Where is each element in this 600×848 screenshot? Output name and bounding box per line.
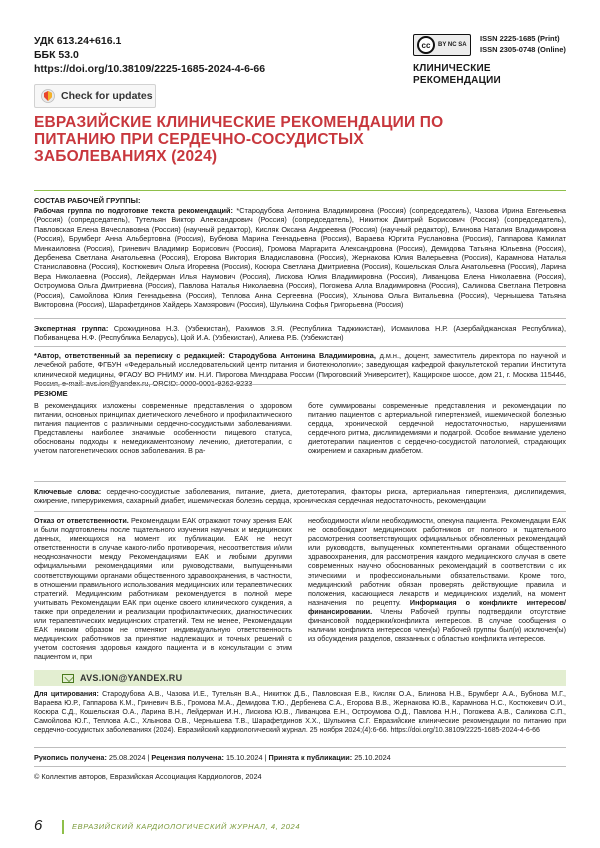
separator: | (262, 753, 269, 762)
disclaimer-right-column (308, 516, 566, 643)
received-label: Рукопись получена: (34, 753, 107, 762)
reviewed-date: 15.10.2024 (223, 753, 263, 762)
envelope-icon (62, 674, 74, 683)
abstract-heading: РЕЗЮМЕ (34, 389, 68, 398)
working-group-members: *Стародубова Антонина Владимировна (Россия) (сопредседатель), Чазова Ирина Евгеньевна (Россия) (сопредседатель), Тутельян Виктор Александрович (Россия) (сопредседатель), Никитюк Дмитрий Борисович (Россия) (сопредседатель), Павловская Елена Вячеславовна (Россия) (научный редактор), Кисляк Оксана Андреевна (Россия) (научный редактор), Блинова Наталия Владимировна (Россия), Брумберг Анна Альбертовна (Россия), Бубнова Марина Геннадьевна (Россия), Вараева Юргита Руслановна (Россия), Гаппарова Камилат Минкаиловна (Россия), Гриневич Владимир Борисович (Россия), Громова Маргарита Александровна (Россия), Демидова Татьяна Юльевна (Россия), Дербенева Светлана Анатольевна (Россия), Егорова Виктория Владиславовна (Россия), Жернакова Юлия Валерьевна (Россия), Карамнова Наталья Станиславовна (Россия), Костюкевич Ольга Игоревна (Россия), Косюра Светлана Дмитриевна (Россия), Кошельская Ольга Анатольевна (Россия), Ларина Вера Николаевна (Россия), Лейдерман Илья Наумович (Россия), Лискова Юлия Владимировна (Россия), Ливанцова Елена Николаевна (Россия), Остроумова Ольга Дмитриевна (Россия), Павлова Наталья Николаевна (Россия), Погожева Алла Владимировна (Россия), Саликова Светлана Петровна (Россия), Самойлова Юлия Геннадьевна (Россия), Теплова Анна Сергеевна (Россия), Хлынова Ольга Витальевна (Россия), Чернышева Татьяна Викторовна (Россия), Шарафетдинов Хайдерь Хамзярович (Россия), Шулькина Софья Григорьевна (Россия) (34, 206, 566, 310)
check-updates-label: Check for updates (61, 90, 153, 102)
divider (34, 747, 566, 748)
section-label (413, 63, 501, 87)
divider (34, 511, 566, 512)
page-number: 6 (34, 817, 43, 834)
keywords-text (34, 487, 566, 506)
keywords-label: Ключевые слова: (34, 487, 102, 496)
cc-icon: cc (417, 36, 435, 54)
accepted-date: 25.10.2024 (352, 753, 391, 762)
accepted-label: Принята к публикации: (268, 753, 353, 762)
cc-license-text: BY NC SA (438, 41, 467, 48)
conflict-label: Информация о конфликте интересов/финансировании. (308, 597, 567, 616)
citation-label: Для цитирования: (34, 691, 99, 698)
journal-footer: ЕВРАЗИЙСКИЙ КАРДИОЛОГИЧЕСКИЙ ЖУРНАЛ, 4, 2024 (62, 820, 566, 834)
working-group-text (34, 206, 566, 309)
dates-line (34, 753, 566, 762)
correspondence-details: д.м.н., доцент, заместитель директора по научной и лечебной работе, ФГБУН «Федеральный исследовательский центр питания и биотехнологии»; заведующая кафедрой факультетской терапии Института клинической медицины, ФГАОУ ВО РНИМУ им. Н.И. Пирогова Минздрава России (Пироговский Университет), Кащирское шоссе, дом 21, г. Москва 115446, Россия, e-mail: avs.ion@yandex.ru, ORCID: 0000-0001-9262-9233 (34, 351, 566, 389)
copyright: © Коллектив авторов, Евразийская Ассоциация Кардиологов, 2024 (34, 772, 262, 781)
received-date: 25.08.2024 (106, 753, 146, 762)
issn-block (480, 33, 566, 55)
disclaimer-left-column (34, 516, 292, 662)
udk: УДК 613.24+616.1 (34, 35, 122, 47)
disclaimer-text: Рекомендации ЕАК отражают точку зрения ЕАК и были подготовлены после тщательного изучения научных и медицинских данных, имеющихся на момент их публикации. ЕАК не несут ответственности в случае какого-либо противоречия, несоответствия и/или неоднозначности между Рекомендациями ЕАК и любыми другими официальными рекомендациями или руководствами, выпущенными соответствующими органами общественного здравоохранения, в частности, в отношении правильного использования медицинских или терапевтических стратегий. Медицинским работникам рекомендуется в полной мере учитывать Рекомендации ЕАК при оценке своего клинического суждения, а также при определении и реализации профилактических, диагностических или терапевтических медицинских стратегий. Тем не менее, Рекомендации ЕАК никоим образом не отменяют индивидуальную ответственность медицинских работников за принятие надлежащих и точных решений с учетом состояния здоровья каждого пациента и в консультации с этим пациентом и, при (34, 516, 292, 662)
correspondence-label: *Автор, ответственный за переписку с редакцией: Стародубова Антонина Владимировна, (34, 351, 376, 360)
divider (34, 481, 566, 482)
check-for-updates-button[interactable] (34, 84, 156, 108)
conflict-text: Члены Рабочей группы подтвердили отсутствие финансовой поддержки/конфликта интересов. В случае сообщения о наличии конфликта интересов член(ы) Рабочей группы был(и) исключен(ы) из обсуждения разделов, связанных с областью конфликта интересов. (308, 606, 566, 644)
email-link[interactable]: AVS.ION@YANDEX.RU (80, 673, 183, 683)
section-label-line2: РЕКОМЕНДАЦИИ (413, 75, 501, 86)
doi-link[interactable]: https://doi.org/10.38109/2225-1685-2024-4-6-66 (34, 63, 266, 75)
working-group-heading: СОСТАВ РАБОЧЕЙ ГРУППЫ: (34, 196, 141, 205)
expert-group-label: Экспертная группа: (34, 324, 109, 333)
divider (34, 346, 566, 347)
section-label-line1: КЛИНИЧЕСКИЕ (413, 63, 491, 74)
correspondence-text (34, 351, 566, 389)
citation-body: Стародубова А.В., Чазова И.Е., Тутельян В.А., Никитюк Д.Б., Павловская Е.В., Кисляк О.А., Блинова Н.В., Брумберг А.А., Бубнова М.Г., Вараева Ю.Р., Гаппарова К.М., Гриневич В.Б., Громова М.А., Демидова Т.Ю., Дербенева С.А., Егорова В.В., Жернакова Ю.В., Карамнова Н.С., Костюкевич О.И., Косюра С.Д., Кошельская О.А., Ларина В.Н., Лейдерман И.Н., Лискова Ю.В., Ливанцова Е.Н., Остроумова О.Д., Павлова Н.Н., Погожева А.В., Саликова С.П., Самойлова Ю.Г., Теплова А.С., Хлынова О.В., Чернышева Т.В., Шарафетдинов Х.Х., Шулькина С.Г. Евразийские клинические рекомендации по питанию при сердечно-сосудистых заболеваниях (2024). Евразийский кардиологический журнал. 25 ноября 2024;(4):6-66. https://doi.org/10.38109/2225-1685-2024-4-6-66 (34, 691, 567, 734)
cc-license-badge[interactable] (413, 34, 471, 56)
disclaimer-label: Отказ от ответственности. (34, 516, 129, 525)
citation-text (34, 690, 566, 735)
article-identifiers (34, 34, 265, 76)
abstract-right-column: боте суммированы современные представления и рекомендации по питанию пациентов с артериальной гипертензией, ишемической болезнью сердца, хронической сердечной недостаточностью, нарушениями сердечного ритма, дислипидемиями и подагрой. Особое внимание уделено диетотерапии пациентов с сердечно-сосудистой патологией, страдающих ожирением и сахарным диабетом. (308, 401, 566, 456)
divider (34, 766, 566, 767)
abstract-left-column: В рекомендациях изложены современные представления о здоровом питании, основных принципах диетического лечебного и профилактического питания пациентов с различными сердечно-сосудистыми заболеваниями. Представлены наиболее значимые особенности пищевого статуса, обоснованы подходы к немедикаментозному лечению, диетотерапии, с учетом патогенетических основ заболевания. В ра- (34, 401, 292, 456)
expert-group-text (34, 324, 566, 343)
expert-group-members: Срожидинова Н.З. (Узбекистан), Рахимов З.Я. (Республика Таджикистан), Исмаилова Н.Р. (Азербайджанская Республика), Побиванцева Н.Ф. (Республика Беларусь), Цой И.А. (Узбекистан), Алиева Р.Б. (Узбекистан) (34, 324, 566, 343)
keywords-list: сердечно-сосудистые заболевания, питание, диета, диетотерапия, факторы риска, артериальная гипертензия, дислипидемия, ожирение, гиперурикемия, сахарный диабет, ишемическая болезнь сердца, хроническая сердечная недостаточность, рекомендации (34, 487, 566, 506)
working-group-label: Рабочая группа по подготовке текста рекомендаций: (34, 206, 233, 215)
article-title: ЕВРАЗИЙСКИЕ КЛИНИЧЕСКИЕ РЕКОМЕНДАЦИИ ПО ПИТАНИЮ ПРИ СЕРДЕЧНО-СОСУДИСТЫХ ЗАБОЛЕВАНИЯХ (2024) (34, 114, 444, 165)
issn-online: ISSN 2305-0748 (Online) (480, 45, 566, 54)
bbk: ББК 53.0 (34, 49, 79, 61)
divider (34, 384, 566, 385)
issn-print: ISSN 2225-1685 (Print) (480, 34, 560, 43)
divider (34, 190, 566, 191)
reviewed-label: Рецензия получена: (151, 753, 224, 762)
email-bar (34, 670, 566, 686)
separator: | (145, 753, 152, 762)
divider (34, 318, 566, 319)
crossmark-icon (41, 89, 55, 103)
disclaimer-continued: необходимости и/или необходимости, опекуна пациента. Рекомендации ЕАК не освобождают медицинских работников от полного и тщательного рассмотрения соответствующих официальных обновленных рекомендаций или руководств, выпущенных компетентными органами общественного здравоохранения, для рассмотрения каждого медицинского случая в свете современных научно обоснованных рекомендаций в соответствии с их этическими и профессиональными обязательствами. Кроме того, медицинский работник обязан проверять действующие правила и положения, касающиеся лекарств и медицинских изделий, на момент назначения по рецепту. (308, 516, 566, 607)
